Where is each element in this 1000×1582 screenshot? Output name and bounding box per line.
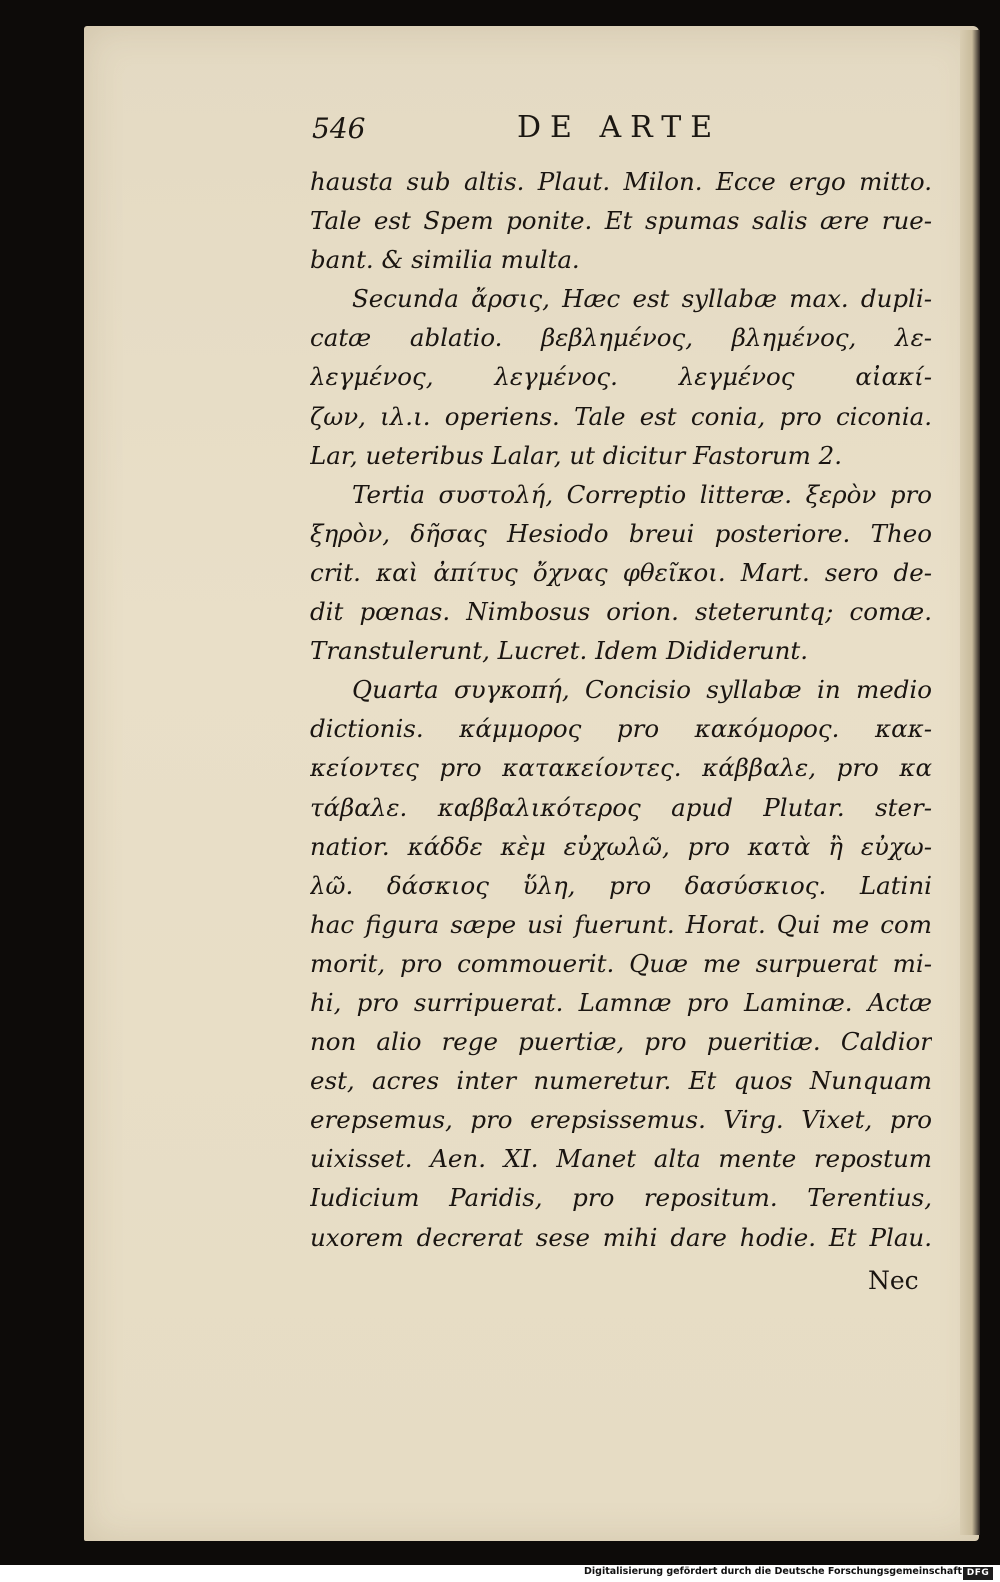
dfg-logo: DFG	[963, 1567, 993, 1580]
text-line: bant. & similia multa.	[310, 245, 580, 275]
paragraph-start-line: Tertia συστολή, Correptio litteræ. ξερὸν pro	[352, 479, 932, 509]
text-line: erepsemus, pro erepsissemus. Virg. Vixet, pro	[310, 1105, 932, 1135]
text-line: ξηρὸν, δῆσας Hesiodo breui posteriore. Theo	[310, 518, 932, 548]
page-edge	[960, 30, 980, 1535]
text-line: hi, pro surripuerat. Lamnæ pro Laminæ. Actæ	[310, 987, 932, 1017]
text-line: non alio rege puertiæ, pro pueritiæ. Caldior	[310, 1027, 932, 1057]
text-line: est, acres inter numeretur. Et quos Nunquam	[310, 1066, 932, 1096]
running-head	[312, 112, 732, 152]
catchword: Nec	[868, 1266, 919, 1295]
text-line: λῶ. δάσκιος ὕλη, pro δασύσκιος. Latini	[310, 870, 932, 900]
text-line: Lar, ueteribus Lalar, ut dicitur Fastorum 2.	[310, 440, 842, 470]
text-line: catæ ablatio. βεβλημένος, βλημένος, λε-	[310, 323, 932, 353]
paragraph-start-line: Secunda ἄρσις, Hæc est syllabæ max. dupli-	[352, 284, 932, 314]
text-line: morit, pro commouerit. Quæ me surpuerat mi-	[310, 948, 932, 978]
text-line: κείοντες pro κατακείοντες. κάββαλε, pro κα	[310, 753, 932, 783]
text-line: natior. κάδδε κὲμ εὐχωλῶ, pro κατὰ ἢ εὐχω-	[310, 831, 932, 861]
paragraph-start-line: Quarta συγκοπή, Concisio syllabæ in medio	[352, 675, 932, 705]
text-line: Iudicium Paridis, pro repositum. Terentius,	[310, 1183, 932, 1213]
text-line: dit pœnas. Nimbosus orion. steteruntq; comæ.	[310, 597, 932, 627]
text-line: hac figura sæpe usi fuerunt. Horat. Qui me com	[310, 909, 932, 939]
text-line: crit. καὶ ἀπίτυς ὄχνας φθεῖκοι. Mart. sero de-	[310, 557, 932, 587]
page-number: 546	[312, 112, 366, 145]
text-line: uxorem decrerat sese mihi dare hodie. Et Plau.	[310, 1222, 932, 1252]
funding-credit: Digitalisierung gefördert durch die Deutsche Forschungsgemeinschaft	[584, 1566, 962, 1577]
text-line: uixisset. Aen. XI. Manet alta mente repostum	[310, 1144, 932, 1174]
text-line: Transtulerunt, Lucret. Idem Dididerunt.	[310, 636, 809, 666]
text-line: hausta sub altis. Plaut. Milon. Ecce ergo mitto.	[310, 167, 932, 196]
text-line: Tale est Spem ponite. Et spumas salis ære rue-	[310, 206, 932, 236]
text-line: dictionis. κάμμορος pro κακόμορος. κακ-	[310, 714, 932, 744]
text-block	[310, 162, 932, 1257]
running-title: DE ARTE	[517, 110, 722, 145]
text-line: ζων, ιλ.ι. operiens. Tale est conia, pro ciconia.	[310, 401, 932, 431]
text-line: τάβαλε. καββαλικότερος apud Plutar. ster-	[310, 792, 932, 822]
text-line: λεγμένος, λεγμένος. λεγμένος αἰακί-	[310, 362, 932, 392]
